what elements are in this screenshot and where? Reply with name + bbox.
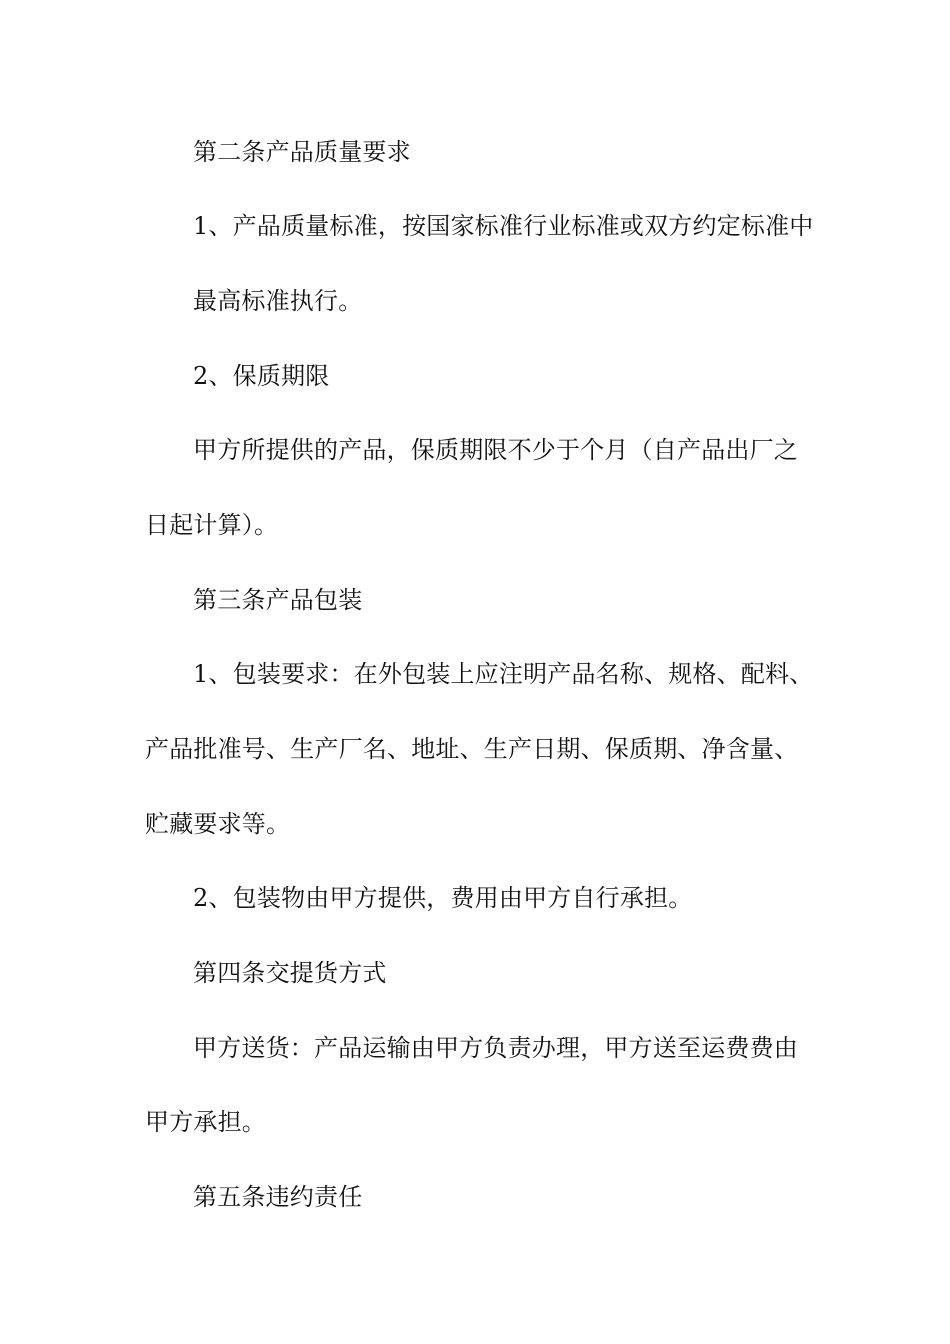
article-2-heading: 第二条产品质量要求 [193, 138, 411, 166]
paragraph-line: 产品批准号、生产厂名、地址、生产日期、保质期、净含量、 [145, 735, 799, 763]
article-5-heading: 第五条违约责任 [193, 1183, 363, 1211]
paragraph-line: 2、保质期限 [193, 362, 330, 390]
paragraph-line: 甲方所提供的产品，保质期限不少于个月（自产品出厂之 [193, 436, 798, 464]
article-4-heading: 第四条交提货方式 [193, 959, 387, 987]
article-3-heading: 第三条产品包装 [193, 586, 363, 614]
paragraph-line: 贮藏要求等。 [145, 810, 291, 838]
paragraph-line: 甲方送货：产品运输由甲方负责办理，甲方送至运费费由 [193, 1034, 798, 1062]
paragraph-line: 最高标准执行。 [193, 287, 363, 315]
paragraph-line: 1、包装要求：在外包装上应注明产品名称、规格、配料、 [193, 660, 814, 688]
paragraph-line: 甲方承担。 [145, 1108, 266, 1136]
paragraph-line: 1、产品质量标准，按国家标准行业标准或双方约定标准中 [193, 212, 814, 240]
paragraph-line: 日起计算）。 [145, 511, 279, 539]
paragraph-line: 2、包装物由甲方提供，费用由甲方自行承担。 [193, 884, 693, 912]
